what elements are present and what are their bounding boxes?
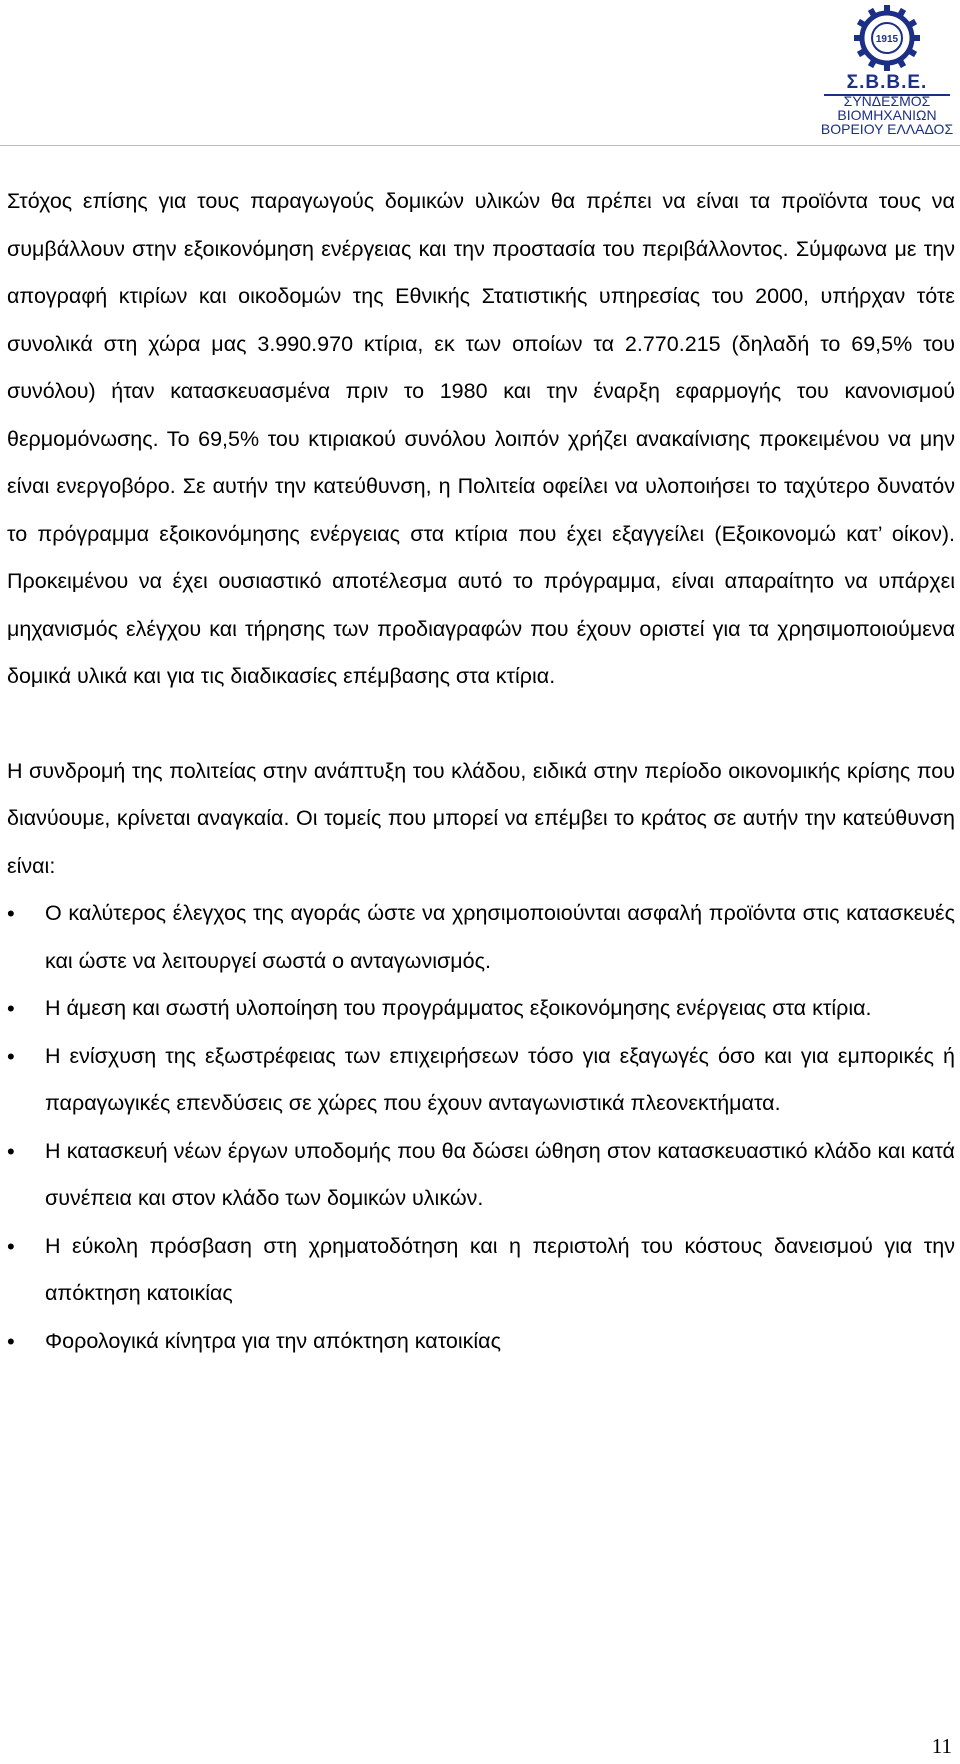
logo-line-1: ΣΥΝΔΕΣΜΟΣ [843, 93, 931, 109]
bullet-icon: • [7, 901, 15, 926]
bullet-item [7, 1318, 955, 1366]
page-header [0, 0, 960, 150]
document-body [7, 178, 955, 1365]
bullet-text: Η ενίσχυση της εξωστρέφειας των επιχειρήσεων τόσο για εξαγωγές όσο και για εμπορικές ή παραγωγικές επενδύσεις σε χώρες που έχουν ανταγωνιστικά πλεονεκτήματα. [45, 1043, 955, 1115]
bullet-icon: • [7, 1233, 15, 1259]
bullet-icon: • [7, 1138, 15, 1164]
logo-acronym: Σ.Β.Β.Ε. [846, 72, 928, 93]
bullet-icon: • [7, 996, 15, 1021]
bullet-text: Ο καλύτερος έλεγχος της αγοράς ώστε να χρησιμοποιούνται ασφαλή προϊόντα στις κατασκευές και ώστε να λειτουργεί σωστά ο ανταγωνισμός. [45, 901, 955, 973]
logo-line-2: ΒΙΟΜΗΧΑΝΙΩΝ [837, 107, 937, 123]
bullet-item [7, 1223, 955, 1318]
bullet-item [7, 1128, 955, 1223]
logo-year: 1915 [875, 34, 899, 45]
bullet-item [7, 985, 955, 1033]
bullet-icon: • [7, 1043, 15, 1069]
paragraph-2: Η συνδρομή της πολιτείας στην ανάπτυξη του κλάδου, ειδικά στην περίοδο οικονομικής κρίσης που διανύουμε, κρίνεται αναγκαία. Οι τομείς που μπορεί να επέμβει το κράτος σε αυτήν την κατεύθυνση είναι: [7, 758, 955, 878]
gear-emblem-icon [818, 4, 956, 74]
bullet-list [7, 890, 955, 1365]
bullet-text: Η κατασκευή νέων έργων υποδομής που θα δώσει ώθηση στον κατασκευαστικό κλάδο και κατά συνέπεια και στον κλάδο των δομικών υλικών. [45, 1138, 955, 1210]
bullet-text: Η εύκολη πρόσβαση στη χρηματοδότηση και η περιστολή του κόστους δανεισμού για την απόκτηση κατοικίας [45, 1233, 955, 1305]
bullet-text: Φορολογικά κίνητρα για την απόκτηση κατοικίας [45, 1328, 501, 1353]
bullet-item [7, 890, 955, 985]
paragraph-1: Στόχος επίσης για τους παραγωγούς δομικών υλικών θα πρέπει να είναι τα προϊόντα τους να συμβάλλουν στην εξοικονόμηση ενέργειας και την προστασία του περιβάλλοντος. Σύμφωνα με την απογραφή κτιρίων και οικοδομών της Εθνικής Στατιστικής υπηρεσίας του 2000, υπήρχαν τότε συνολικά στη χώρα μας 3.990.970 κτίρια, εκ των οποίων τα 2.770.215 (δηλαδή το 69,5% του συνόλου) ήταν κατασκευασμένα πριν το 1980 και την έναρξη εφαρμογής του κανονισμού θερμομόνωσης. Το 69,5% του κτιριακού συνόλου λοιπόν χρήζει ανακαίνισης προκειμένου να μην είναι ενεργοβόρο. Σε αυτήν την κατεύθυνση, η Πολιτεία οφείλει να υλοποιήσει το ταχύτερο δυνατόν το πρόγραμμα εξοικονόμησης ενέργειας στα κτίρια που έχει εξαγγείλει (Εξοικονομώ κατ’ οίκον). Προκειμένου να έχει ουσιαστικό αποτέλεσμα αυτό το πρόγραμμα, είναι απαραίτητο να υπάρχει μηχανισμός ελέγχου και τήρησης των προδιαγραφών που έχουν οριστεί για τα χρησιμοποιούμενα δομικά υλικά και για τις διαδικασίες επέμβασης στα κτίρια. [7, 189, 955, 688]
logo-line-3: ΒΟΡΕΙΟΥ ΕΛΛΑΔΟΣ [820, 121, 954, 137]
bullet-icon: • [7, 1328, 15, 1354]
sbbe-logo [818, 4, 956, 136]
bullet-item [7, 1033, 955, 1128]
header-divider [0, 145, 960, 146]
page-number: 11 [931, 1734, 952, 1758]
bullet-text: Η άμεση και σωστή υλοποίηση του προγράμματος εξοικονόμησης ενέργειας στα κτίρια. [45, 996, 872, 1020]
